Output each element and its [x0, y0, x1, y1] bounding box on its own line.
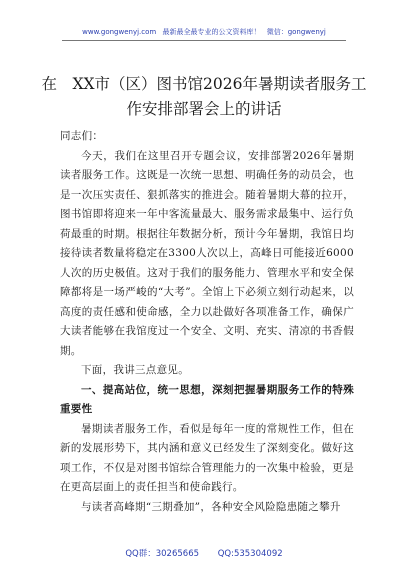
website-link[interactable]: www.gongwenyj.com: [82, 28, 157, 36]
paragraph-section-1: 暑期读者服务工作，看似是每年一度的常规性工作，但在新的发展形势下，其内涵和意义已经发生了深刻变化。做好这项工作，不仅是对图书馆综合管理能力的一次集中检验，更是在更高层面上的责任担当和使命践行。: [60, 422, 354, 493]
document-body: [60, 127, 354, 517]
header-wechat: 微信：gongwenyj: [266, 28, 326, 36]
footer-qq: QQ:535304092: [217, 549, 283, 559]
header-slogan: 最新最全最专业的公文资料库！: [162, 28, 261, 36]
document-title: 在 XX市（区）图书馆2026年暑期读者服务工作安排部署会上的讲话: [41, 75, 367, 118]
section-heading: 一、提高站位，统一思想，深刻把握暑期服务工作的特殊重要性: [60, 383, 354, 415]
footer-qq-group: QQ群：30265665: [125, 549, 200, 559]
page-header: [0, 27, 408, 37]
salutation: 同志们：: [60, 130, 104, 142]
header-divider: [62, 40, 346, 41]
paragraph-outline: 下面，我讲三点意见。: [81, 364, 189, 376]
page-footer: [0, 547, 408, 559]
paragraph-intro: 今天，我们在这里召开专题会议，安排部署2026年暑期读者服务工作。这既是一次统一思想、明确任务的动员会，也是一次压实责任、狠抓落实的推进会。随着暑期大幕的拉开，图书馆即将迎来一年中客流量最大、服务需求最集中、运行负荷最重的时期。根据往年数据分析，预计今年暑期，我馆日均接待读者数量将稳定在3300人次以上，高峰日可能接近6000人次的历史极值。这对于我们的服务能力、管理水平和安全保障都将是一场严峻的“大考”。全馆上下必须立刻行动起来，以高度的责任感和使命感，全力以赴做好各项准备工作，确保广大读者能够在我馆度过一个安全、文明、充实、清凉的书香假期。: [60, 149, 354, 357]
paragraph-section-2: 与读者高峰期“三期叠加”，各种安全风险隐患随之攀升: [81, 500, 341, 513]
